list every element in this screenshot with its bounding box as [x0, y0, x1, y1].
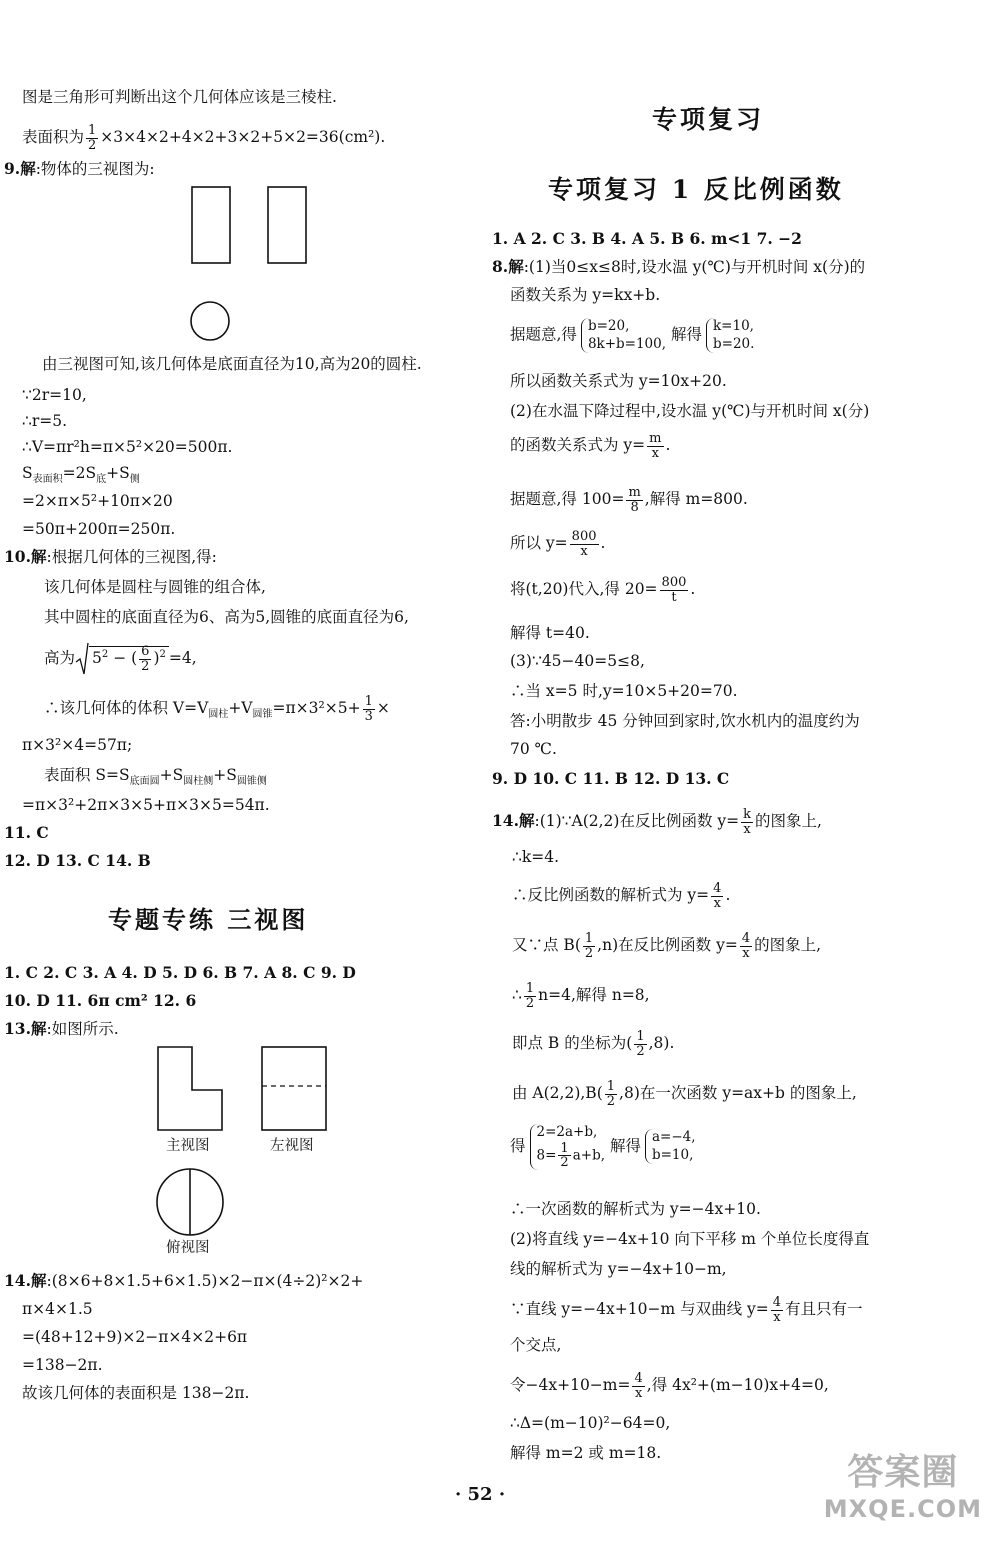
- question-10: 10.解:根据几何体的三视图,得:: [4, 547, 217, 566]
- text-line: ∴反比例函数的解析式为 y= $\frac{4}{x}$ .: [512, 881, 731, 911]
- text-line: =2×π×5²+10π×20: [22, 492, 173, 510]
- caption-left-view: 左视图: [270, 1138, 314, 1154]
- text-line: ∴r=5.: [22, 412, 68, 430]
- answer-line: 12. D 13. C 14. B: [4, 851, 151, 870]
- front-view-shape: [158, 1047, 222, 1130]
- answer-line: 1. A 2. C 3. B 4. A 5. B 6. m<1 7. −2: [492, 229, 802, 248]
- question-14: 14.解:(8×6+8×1.5+6×1.5)×2−π×(4÷2)²×2+: [4, 1271, 364, 1290]
- text-line: (3)∵45−40=5≤8,: [510, 652, 645, 670]
- text-line: 高为 $5^2$ − ( $\frac{6}{2}$ )$^2$ =4,: [44, 642, 197, 676]
- section-title: 专题专练 三视图: [108, 905, 309, 934]
- left-view-rect: [262, 1047, 326, 1130]
- text-line: ∴k=4.: [512, 848, 560, 866]
- text-line: 将(t,20)代入,得 20= $\frac{800}{t}$ .: [510, 575, 696, 605]
- question-9: 9.解:物体的三视图为:: [4, 159, 155, 178]
- side-view-rect: [268, 187, 306, 263]
- text-line: =50π+200π=250π.: [22, 520, 176, 538]
- text-line: 解得 t=40.: [510, 624, 590, 642]
- page-number: · 52 ·: [455, 1484, 506, 1505]
- caption-top-view: 俯视图: [166, 1240, 210, 1256]
- text-line: 即点 B 的坐标为( $\frac{1}{2}$ ,8).: [512, 1029, 675, 1059]
- section-title: 专项复习 1 反比例函数: [548, 175, 844, 204]
- answer-line: 9. D 10. C 11. B 12. D 13. C: [492, 769, 730, 788]
- text-line: $S_{表面积}=2S_底+S_侧$: [22, 464, 140, 486]
- text-line: 据题意,得 b=20, 8k+b=100, 解得 k=10, b=20.: [510, 318, 755, 352]
- text-line: (2)将直线 y=−4x+10 向下平移 m 个单位长度得直: [510, 1230, 870, 1248]
- text-line: ∴当 x=5 时,y=10×5+20=70.: [510, 682, 738, 700]
- text-line: 故该几何体的表面积是 138−2π.: [22, 1384, 250, 1402]
- text-line: ∵直线 y=−4x+10−m 与双曲线 y= $\frac{4}{x}$ 有且只有一: [510, 1295, 863, 1325]
- text-line: π×4×1.5: [22, 1300, 93, 1318]
- text-line: 线的解析式为 y=−4x+10−m,: [510, 1260, 727, 1278]
- three-view-figure-cylinder: [180, 185, 320, 345]
- text-line: 据题意,得 100= $\frac{m}{8}$ ,解得 m=800.: [510, 485, 748, 515]
- question-8: 8.解:(1)当0≤x≤8时,设水温 y(℃)与开机时间 x(分)的: [492, 257, 866, 276]
- text-line: ∴Δ=(m−10)²−64=0,: [510, 1414, 671, 1432]
- text-line: (2)在水温下降过程中,设水温 y(℃)与开机时间 x(分): [510, 402, 870, 420]
- chapter-title: 专项复习: [652, 105, 765, 134]
- watermark-bottom-text: MXQE.COM: [823, 1495, 982, 1523]
- text-line: 令−4x+10−m= $\frac{4}{x}$ ,得 4x²+(m−10)x+4=0,: [510, 1371, 829, 1401]
- text-line: 表面积为 $\frac{1}{2}$ ×3×4×2+4×2+3×2+5×2=36(cm²).: [22, 123, 386, 153]
- text-line: 函数关系为 y=kx+b.: [510, 286, 661, 304]
- text-line: 70 ℃.: [510, 740, 557, 758]
- text-line: ∴一次函数的解析式为 y=−4x+10.: [510, 1200, 761, 1218]
- question-13: 13.解:如图所示.: [4, 1019, 119, 1038]
- text-line: 所以函数关系式为 y=10x+20.: [510, 372, 727, 390]
- text-line: ∵2r=10,: [22, 386, 87, 404]
- text-line: 所以 y= $\frac{800}{x}$ .: [510, 529, 606, 559]
- question-14: 14.解:(1)∵A(2,2)在反比例函数 y= $\frac{k}{x}$ 的图象上,: [492, 807, 822, 837]
- text-line: 该几何体是圆柱与圆锥的组合体,: [44, 578, 266, 596]
- answer-line: 11. C: [4, 823, 49, 842]
- text-line: 由 A(2,2),B( $\frac{1}{2}$ ,8)在一次函数 y=ax+b 的图象上,: [512, 1079, 857, 1109]
- caption-front-view: 主视图: [166, 1138, 210, 1154]
- watermark-logo: [824, 1444, 982, 1523]
- text-line: π×3²×4=57π;: [22, 736, 133, 754]
- text-line: =π×3²+2π×3×5+π×3×5=54π.: [22, 796, 270, 814]
- front-view-rect: [192, 187, 230, 263]
- text-line: 图是三角形可判断出这个几何体应该是三棱柱.: [22, 88, 337, 106]
- text-line: =(48+12+9)×2−π×4×2+6π: [22, 1328, 248, 1346]
- answer-line: 1. C 2. C 3. A 4. D 5. D 6. B 7. A 8. C 9. D: [4, 963, 356, 982]
- text-line: ∴该几何体的体积 $V=V_{圆柱}+V_{圆锥}=\pi\times 3^2\times 5+$ $\frac{1}{3}$ ×: [44, 694, 390, 724]
- text-line: 其中圆柱的底面直径为6、高为5,圆锥的底面直径为6,: [44, 608, 409, 626]
- text-line: ∴V=πr²h=π×5²×20=500π.: [22, 438, 233, 456]
- text-line: 由三视图可知,该几何体是底面直径为10,高为20的圆柱.: [42, 355, 422, 373]
- watermark-top-text: 答案圈: [847, 1452, 959, 1493]
- text-line: =138−2π.: [22, 1356, 103, 1374]
- text-line: ∴ $\frac{1}{2}$ n=4,解得 n=8,: [512, 981, 650, 1011]
- text-line: 表面积 $S=S_{底面圆}+S_{圆柱侧}+S_{圆锥侧}$: [44, 766, 267, 788]
- text-line: 得 2=2a+b, 8= $\frac{1}{2}$ a+b, 解得 a=−4, b=10,: [510, 1124, 696, 1171]
- text-line: 又∵点 B( $\frac{1}{2}$ ,n)在反比例函数 y= $\frac{4}{x}$ 的图象上,: [512, 931, 822, 961]
- top-view-circle: [191, 302, 229, 340]
- sqrt-sign: [75, 642, 89, 676]
- text-line: 答:小明散步 45 分钟回到家时,饮水机内的温度约为: [510, 712, 860, 730]
- text-line: 的函数关系式为 y= $\frac{m}{x}$ .: [510, 431, 671, 461]
- answer-line: 10. D 11. 6π cm² 12. 6: [4, 991, 197, 1010]
- text-line: 个交点,: [510, 1336, 562, 1354]
- text-line: 解得 m=2 或 m=18.: [510, 1444, 662, 1462]
